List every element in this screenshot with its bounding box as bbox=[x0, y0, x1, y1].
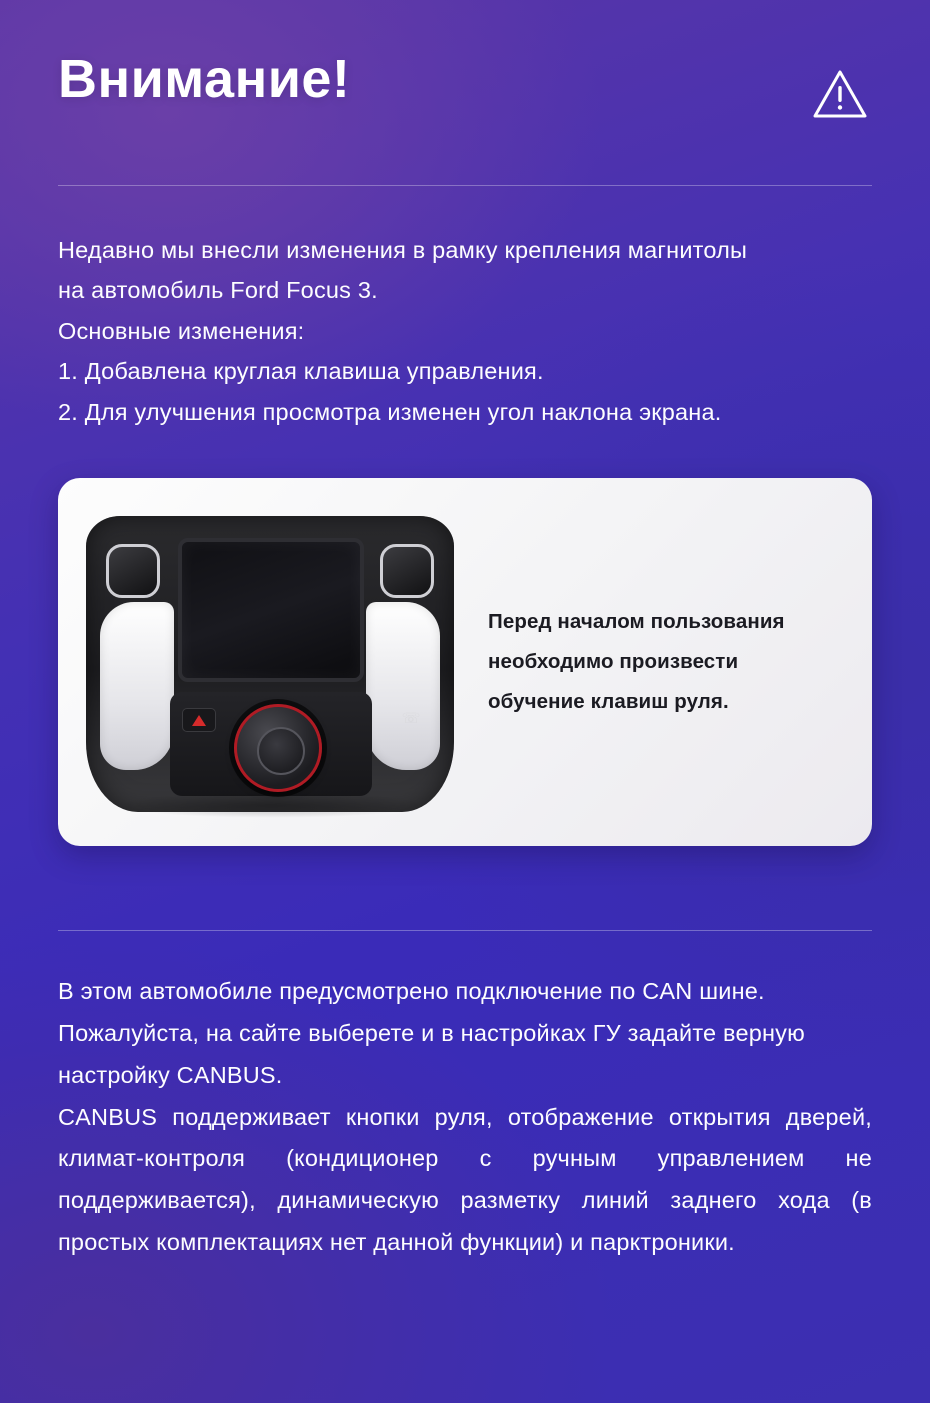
bottom-divider bbox=[58, 930, 872, 931]
caption-line-2: необходимо произвести bbox=[488, 650, 739, 674]
photo-card bbox=[58, 478, 872, 846]
header-divider bbox=[58, 185, 872, 186]
page-title: Внимание! bbox=[58, 49, 351, 109]
head-unit-shadow bbox=[116, 792, 426, 818]
photo-card-caption bbox=[478, 602, 872, 722]
body-paragraph-1: В этом автомобиле предусмотрено подключение по CAN шине. Пожалуйста, на сайте выберете и в настройках ГУ задайте верную настройку CANBUS. bbox=[58, 978, 805, 1088]
intro-item-2: 2. Для улучшения просмотра изменен угол наклона экрана. bbox=[58, 398, 722, 425]
caption-line-1: Перед началом пользования bbox=[488, 610, 785, 634]
intro-text-block bbox=[58, 230, 872, 432]
head-unit-right-wing bbox=[366, 602, 440, 770]
caption-line-3: обучение клавиш руля. bbox=[488, 690, 729, 714]
round-control-knob-inner bbox=[257, 727, 305, 775]
hazard-lights-button-icon bbox=[182, 708, 216, 732]
air-vent-left-icon bbox=[106, 544, 160, 598]
head-unit-left-wing bbox=[100, 602, 174, 770]
body-text-block bbox=[58, 971, 872, 1264]
warning-triangle-icon bbox=[812, 66, 868, 127]
intro-line-3: Основные изменения: bbox=[58, 317, 305, 344]
intro-line-1: Недавно мы внесли изменения в рамку крепления магнитолы bbox=[58, 237, 748, 263]
body-paragraph-2: CANBUS поддерживает кнопки руля, отображение открытия дверей, климат-контроля (кондиционер с ручным управлением не поддерживается), динамическую разметку линий заднего хода (в простых комплектациях нет данной функции) и парктроники. bbox=[58, 1103, 872, 1255]
car-head-unit-photo bbox=[58, 478, 478, 846]
round-control-knob bbox=[234, 704, 322, 792]
intro-item-1: 1. Добавлена круглая клавиша управления. bbox=[58, 358, 544, 385]
phone-button-icon: ☏ bbox=[401, 710, 421, 728]
intro-line-2: на автомобиль Ford Focus 3. bbox=[58, 277, 378, 304]
air-vent-right-icon bbox=[380, 544, 434, 598]
head-unit-illustration bbox=[86, 516, 454, 812]
head-unit-screen bbox=[178, 538, 364, 682]
page-header bbox=[58, 0, 872, 127]
